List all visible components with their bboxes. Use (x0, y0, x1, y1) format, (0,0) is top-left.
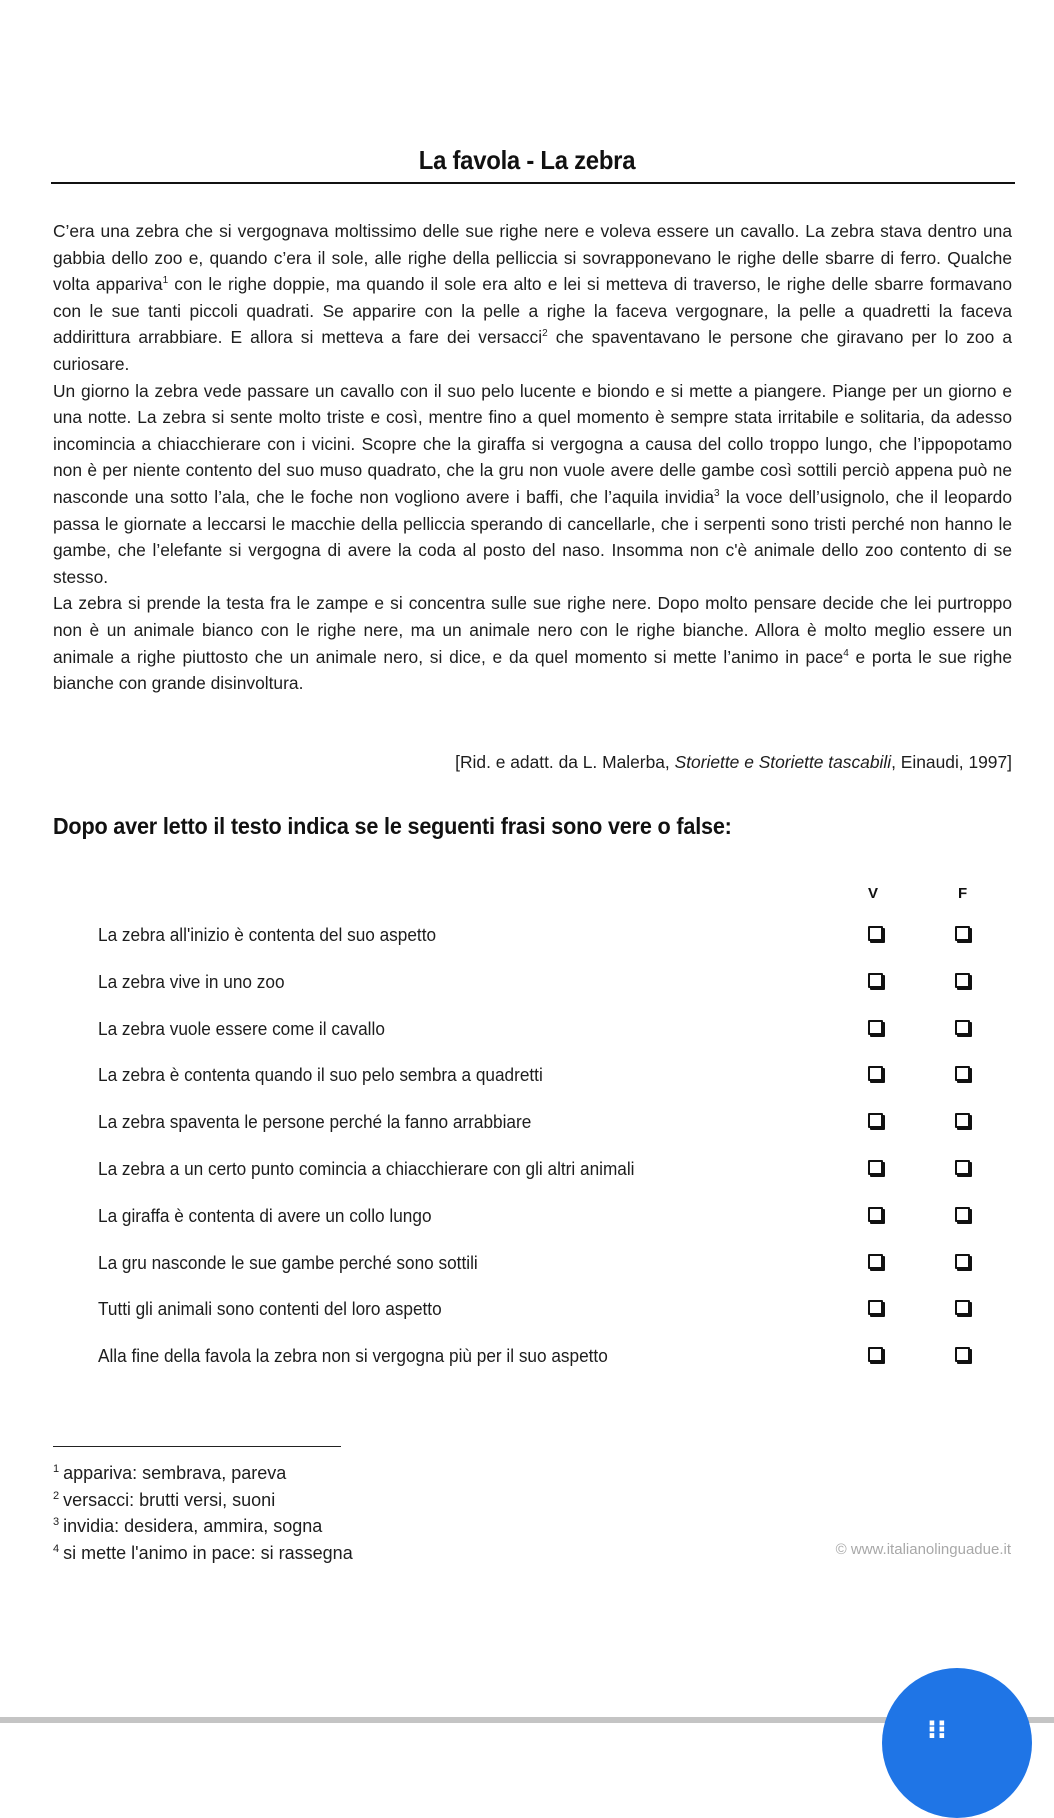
story-text (53, 218, 1012, 697)
true-checkbox[interactable] (868, 973, 883, 988)
footnote-item (53, 1460, 353, 1487)
footnote-text: si mette l'animo in pace: si rassegna (63, 1542, 353, 1563)
source-citation (455, 752, 1012, 773)
false-checkbox[interactable] (955, 1347, 970, 1362)
statement-row (98, 1060, 998, 1107)
false-checkbox[interactable] (955, 1066, 970, 1081)
story-text-segment: Un giorno la zebra vede passare un cavallo con il suo pelo lucente e biondo e si mette a piangere. Piange per un giorno e una notte. La zebra si sente molto triste e così, mentre fino a quel momento è sempre stata irritabile e solitaria, da adesso incomincia a chiacchierare con i vicini. Scopre che la giraffa si vergogna a causa del collo troppo lungo, che l’ippopotamo non è per niente contento del suo muso quadrato, che la gru non vuole avere delle gambe così sottili perciò appena può ne nasconde una sotto l’ala, che le foche non vogliono avere i baffi, che l’aquila invidia (53, 380, 1012, 507)
statement-row (98, 1248, 998, 1295)
statement-row (98, 1201, 998, 1248)
citation-book-title: Storiette e Storiette tascabili (674, 752, 892, 772)
false-checkbox[interactable] (955, 973, 970, 988)
statement-text: La zebra vive in uno zoo (98, 970, 285, 992)
statement-row (98, 920, 998, 967)
statement-row (98, 1107, 998, 1154)
citation-suffix: , Einaudi, 1997] (891, 752, 1012, 772)
statement-text: La zebra vuole essere come il cavallo (98, 1017, 385, 1039)
footnote-number: 4 (53, 1542, 60, 1555)
statement-text: La zebra è contenta quando il suo pelo sembra a quadretti (98, 1064, 543, 1086)
footnote-number: 2 (53, 1489, 60, 1502)
exercise-prompt: Dopo aver letto il testo indica se le seguenti frasi sono vere o false: (53, 813, 732, 839)
copyright-notice: © www.italianolinguadue.it (835, 1541, 1011, 1558)
true-checkbox[interactable] (868, 926, 883, 941)
story-paragraph-1 (53, 218, 1012, 378)
story-text-segment: che spaventavano le persone che giravano per lo zoo a curiosare. (53, 327, 1012, 374)
false-checkbox[interactable] (955, 1020, 970, 1035)
footnote-text: appariva: sembrava, pareva (63, 1463, 287, 1483)
footnote-number: 1 (53, 1463, 60, 1475)
title-underline (51, 182, 1015, 184)
footnote-ref-4: 4 (843, 647, 849, 659)
statement-text: Alla fine della favola la zebra non si vergogna più per il suo aspetto (98, 1345, 608, 1367)
statement-text: Tutti gli animali sono contenti del loro aspetto (98, 1298, 442, 1320)
footnote-item (53, 1540, 353, 1567)
footnote-text: invidia: desidera, ammira, sogna (63, 1516, 323, 1537)
footnote-ref-1: 1 (162, 275, 169, 287)
true-checkbox[interactable] (868, 1113, 883, 1128)
footnote-text: versacci: brutti versi, suoni (63, 1489, 276, 1510)
false-checkbox[interactable] (955, 1207, 970, 1222)
story-text-segment: e porta le sue righe bianche con grande disinvoltura. (53, 646, 1012, 694)
story-text-segment: C’era una zebra che si vergognava moltissimo delle sue righe nere e voleva essere un cavallo. La zebra stava dentro una gabbia dello zoo e, quando c’era il sole, alle righe della pelliccia si sovrapponevano le righe delle sbarre di ferro. Qualche volta appariva (53, 221, 1012, 295)
statement-row (98, 1341, 998, 1388)
false-checkbox[interactable] (955, 926, 970, 941)
false-checkbox[interactable] (955, 1113, 970, 1128)
statement-text: La giraffa è contenta di avere un collo lungo (98, 1204, 432, 1226)
column-header-true: V (868, 885, 879, 902)
footnote-ref-2: 2 (542, 328, 548, 340)
story-text-segment: La zebra si prende la testa fra le zampe e si concentra sulle sue righe nere. Dopo molto pensare decide che lei purtroppo non è un animale bianco con le righe nere, ma un animale nero con le righe bianche. Allora è molto meglio essere un animale a righe piuttosto che un animale nero, si dice, e da quel momento si mette l’animo in pace (53, 593, 1012, 667)
true-checkbox[interactable] (868, 1300, 883, 1315)
story-text-segment: con le righe doppie, ma quando il sole era alto e lei si metteva di traverso, le righe delle sbarre formavano con le sue tanti piccoli quadrati. Se apparire con la pelle a righe la faceva vergognare, la pelle a quadretti la faceva addirittura arrabbiare. E allora si metteva a fare dei versacci (53, 274, 1012, 348)
true-false-list (98, 920, 998, 1388)
footnote-item (53, 1487, 353, 1514)
footnote-ref-3: 3 (714, 488, 720, 500)
citation-prefix: [Rid. e adatt. da L. Malerba, (455, 752, 675, 772)
footnote-divider (53, 1446, 341, 1447)
false-checkbox[interactable] (955, 1300, 970, 1315)
statement-text: La zebra a un certo punto comincia a chiacchierare con gli altri animali (98, 1157, 635, 1179)
statement-row (98, 1014, 998, 1061)
statement-text: La zebra spaventa le persone perché la fanno arrabbiare (98, 1111, 532, 1133)
false-checkbox[interactable] (955, 1160, 970, 1175)
statement-row (98, 1154, 998, 1201)
story-text-segment: la voce dell’usignolo, che il leopardo passa le giornate a leccarsi le macchie della pelliccia sperando di cancellarle, che i serpenti sono tristi perché non hanno le gambe, che l’elefante si vergogna di avere la coda al posto del naso. Insomma non c'è animale dello zoo contento di se stesso. (53, 486, 1012, 587)
floating-action-button[interactable] (882, 1668, 1032, 1818)
statement-row (98, 967, 998, 1014)
statement-text: La zebra all'inizio è contenta del suo aspetto (98, 924, 437, 945)
footnote-number: 3 (53, 1516, 60, 1529)
statement-text: La gru nasconde le sue gambe perché sono sottili (98, 1251, 478, 1273)
true-checkbox[interactable] (868, 1254, 883, 1269)
true-checkbox[interactable] (868, 1160, 883, 1175)
true-checkbox[interactable] (868, 1020, 883, 1035)
true-checkbox[interactable] (868, 1207, 883, 1222)
story-paragraph-3 (53, 590, 1012, 696)
footnote-item (53, 1513, 353, 1540)
false-checkbox[interactable] (955, 1254, 970, 1269)
true-checkbox[interactable] (868, 1066, 883, 1081)
column-header-false: F (958, 885, 968, 902)
footnotes (53, 1460, 353, 1566)
statement-row (98, 1294, 998, 1341)
action-button-icon: ⁝⁝ (927, 1714, 947, 1744)
true-checkbox[interactable] (868, 1347, 883, 1362)
page-title: La favola - La zebra (418, 145, 636, 175)
story-paragraph-2 (53, 378, 1012, 591)
